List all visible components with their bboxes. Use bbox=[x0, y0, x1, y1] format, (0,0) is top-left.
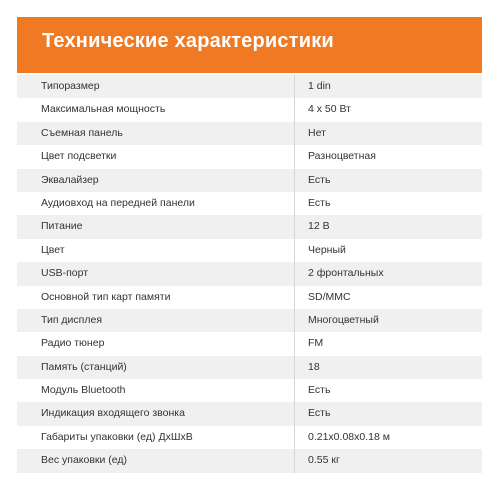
column-divider bbox=[294, 286, 295, 309]
spec-row bbox=[17, 332, 482, 355]
column-divider bbox=[294, 356, 295, 379]
spec-row bbox=[17, 449, 482, 472]
spec-name: Вес упаковки (ед) bbox=[41, 454, 128, 467]
spec-row bbox=[17, 426, 482, 449]
spec-name: Габариты упаковки (ед) ДхШхВ bbox=[41, 430, 193, 443]
column-divider bbox=[294, 426, 295, 449]
column-divider bbox=[294, 122, 295, 145]
spec-row bbox=[17, 145, 482, 168]
spec-name: Тип дисплея bbox=[41, 313, 103, 326]
column-divider bbox=[294, 309, 295, 332]
column-divider bbox=[294, 402, 295, 425]
spec-row bbox=[17, 379, 482, 402]
spec-table bbox=[17, 75, 482, 473]
spec-row bbox=[17, 239, 482, 262]
spec-name: USB-порт bbox=[41, 267, 89, 280]
spec-name: Эквалайзер bbox=[41, 173, 99, 186]
spec-value: 1 din bbox=[308, 80, 331, 92]
spec-value: 18 bbox=[308, 360, 320, 373]
spec-row bbox=[17, 122, 482, 145]
spec-value: 4 x 50 Вт bbox=[308, 103, 351, 116]
spec-value: SD/MMC bbox=[308, 290, 351, 303]
spec-row bbox=[17, 402, 482, 425]
spec-row bbox=[17, 286, 482, 309]
spec-row bbox=[17, 169, 482, 192]
column-divider bbox=[294, 239, 295, 262]
column-divider bbox=[294, 75, 295, 98]
spec-row bbox=[17, 75, 482, 98]
spec-name: Типоразмер bbox=[41, 80, 100, 92]
spec-name: Основной тип карт памяти bbox=[41, 290, 171, 303]
column-divider bbox=[294, 332, 295, 355]
spec-value: 0.55 кг bbox=[308, 454, 340, 467]
spec-value: Многоцветный bbox=[308, 313, 379, 326]
spec-row bbox=[17, 215, 482, 238]
column-divider bbox=[294, 379, 295, 402]
spec-value: 2 фронтальных bbox=[308, 267, 384, 280]
column-divider bbox=[294, 145, 295, 168]
spec-row bbox=[17, 309, 482, 332]
spec-name: Память (станций) bbox=[41, 360, 127, 373]
spec-name: Аудиовход на передней панели bbox=[41, 196, 195, 209]
spec-row bbox=[17, 98, 482, 121]
spec-row bbox=[17, 356, 482, 379]
spec-value: Есть bbox=[308, 384, 331, 397]
spec-value: Нет bbox=[308, 126, 326, 139]
spec-value: Черный bbox=[308, 243, 346, 256]
spec-value: Есть bbox=[308, 196, 331, 209]
spec-value: 12 В bbox=[308, 220, 330, 233]
spec-value: 0.21x0.08x0.18 м bbox=[308, 430, 390, 443]
spec-name: Модуль Bluetooth bbox=[41, 384, 126, 397]
column-divider bbox=[294, 449, 295, 472]
column-divider bbox=[294, 192, 295, 215]
spec-name: Цвет подсветки bbox=[41, 150, 117, 163]
spec-header bbox=[17, 17, 482, 73]
spec-value: Есть bbox=[308, 407, 331, 420]
spec-name: Индикация входящего звонка bbox=[41, 407, 185, 420]
column-divider bbox=[294, 169, 295, 192]
column-divider bbox=[294, 98, 295, 121]
spec-value: Есть bbox=[308, 173, 331, 186]
spec-name: Цвет bbox=[41, 243, 65, 256]
column-divider bbox=[294, 215, 295, 238]
page-title: Технические характеристики bbox=[42, 30, 334, 52]
spec-name: Радио тюнер bbox=[41, 337, 105, 350]
spec-name: Питание bbox=[41, 220, 83, 233]
spec-value: FM bbox=[308, 337, 324, 350]
spec-row bbox=[17, 192, 482, 215]
spec-name: Максимальная мощность bbox=[41, 103, 166, 116]
spec-value: Разноцветная bbox=[308, 150, 376, 163]
column-divider bbox=[294, 262, 295, 285]
spec-name: Съемная панель bbox=[41, 126, 123, 139]
spec-row bbox=[17, 262, 482, 285]
